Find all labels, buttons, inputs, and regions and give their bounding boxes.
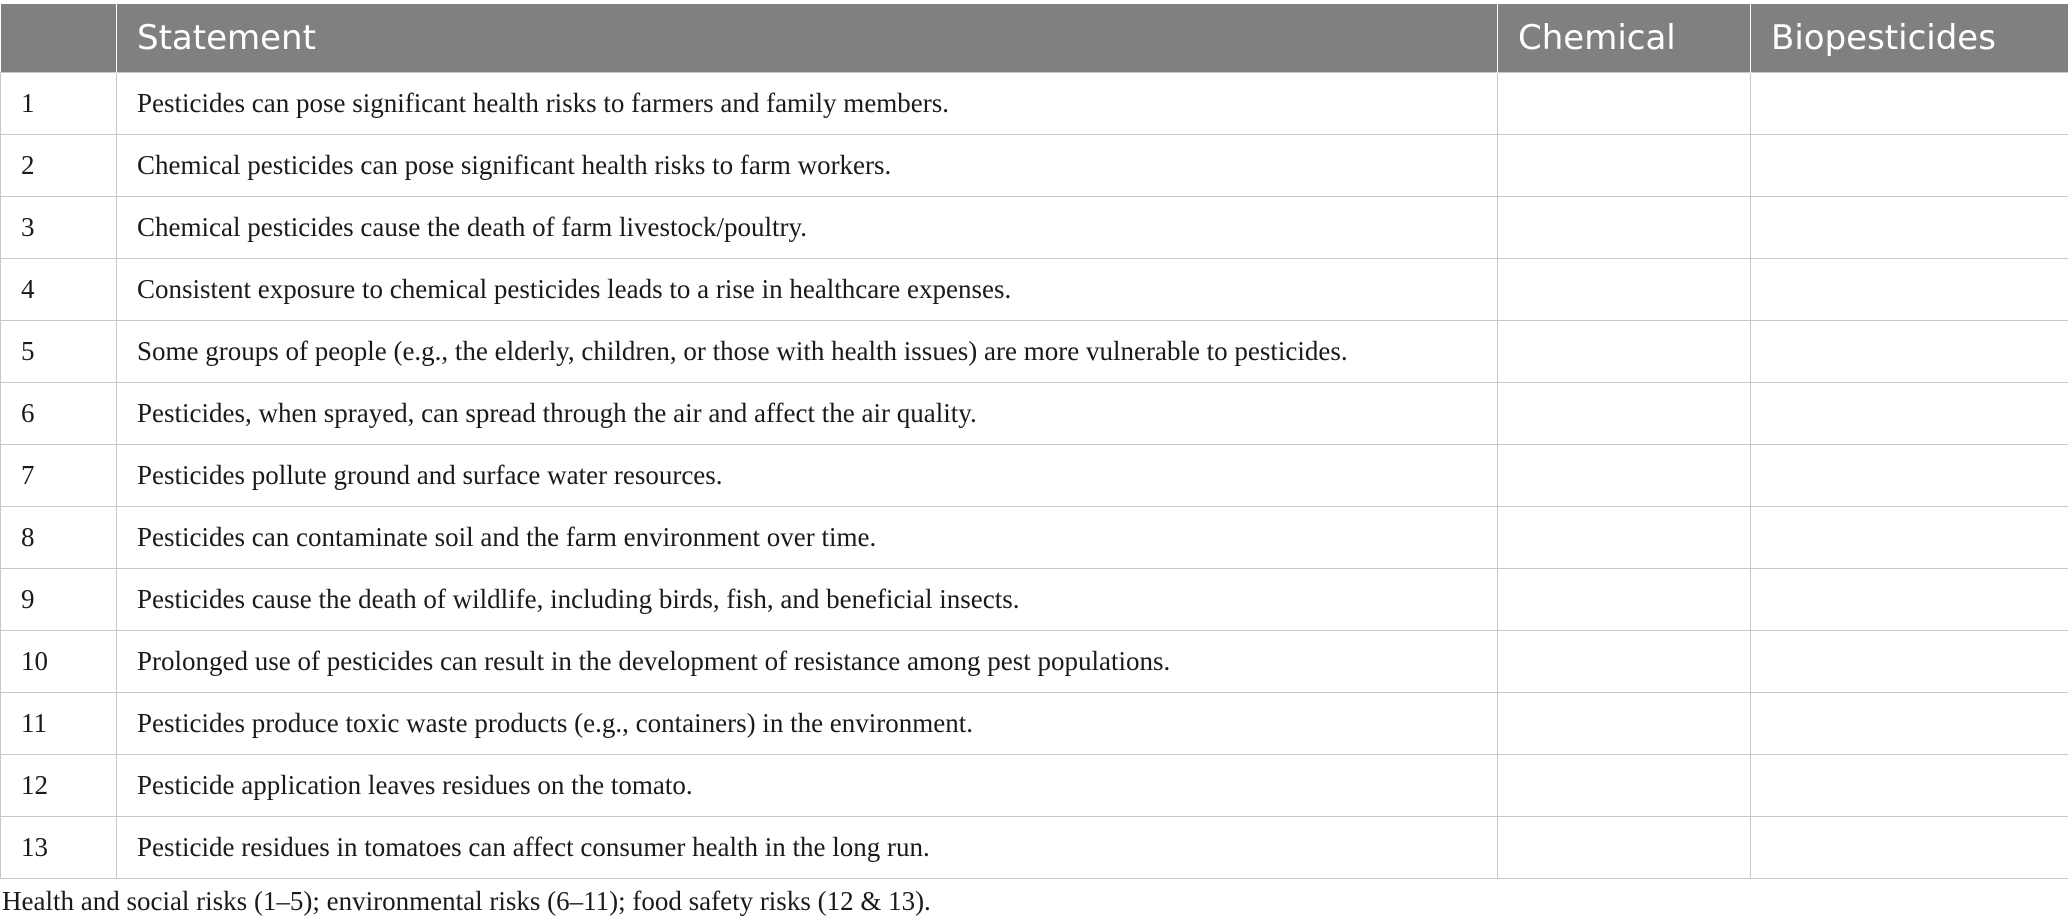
chemical-cell — [1498, 693, 1751, 755]
header-biopesticides: Biopesticides — [1751, 4, 2068, 73]
row-number-cell: 13 — [1, 817, 117, 879]
table-row — [1, 507, 2068, 569]
row-number-cell: 6 — [1, 383, 117, 445]
statement-cell: Prolonged use of pesticides can result in the development of resistance among pest populations. — [117, 631, 1498, 693]
statement-cell: Some groups of people (e.g., the elderly, children, or those with health issues) are more vulnerable to pesticides. — [117, 321, 1498, 383]
biopesticides-cell — [1751, 569, 2068, 631]
statement-cell: Pesticide residues in tomatoes can affect consumer health in the long run. — [117, 817, 1498, 879]
statement-cell: Chemical pesticides cause the death of farm livestock/poultry. — [117, 197, 1498, 259]
statement-cell: Pesticides can contaminate soil and the farm environment over time. — [117, 507, 1498, 569]
chemical-cell — [1498, 321, 1751, 383]
biopesticides-cell — [1751, 693, 2068, 755]
header-chemical: Chemical — [1498, 4, 1751, 73]
chemical-cell — [1498, 197, 1751, 259]
table-row — [1, 259, 2068, 321]
chemical-cell — [1498, 259, 1751, 321]
table-body — [1, 73, 2068, 879]
chemical-cell — [1498, 817, 1751, 879]
table-row — [1, 73, 2068, 135]
table-row — [1, 693, 2068, 755]
chemical-cell — [1498, 631, 1751, 693]
chemical-cell — [1498, 755, 1751, 817]
table-row — [1, 135, 2068, 197]
chemical-cell — [1498, 73, 1751, 135]
table-row — [1, 321, 2068, 383]
biopesticides-cell — [1751, 197, 2068, 259]
statement-cell: Pesticides can pose significant health risks to farmers and family members. — [117, 73, 1498, 135]
biopesticides-cell — [1751, 383, 2068, 445]
row-number-cell: 1 — [1, 73, 117, 135]
biopesticides-cell — [1751, 73, 2068, 135]
row-number-cell: 11 — [1, 693, 117, 755]
chemical-cell — [1498, 569, 1751, 631]
row-number-cell: 4 — [1, 259, 117, 321]
table-row — [1, 383, 2068, 445]
header-row — [1, 4, 2068, 73]
biopesticides-cell — [1751, 817, 2068, 879]
row-number-cell: 7 — [1, 445, 117, 507]
table-row — [1, 631, 2068, 693]
biopesticides-cell — [1751, 321, 2068, 383]
statement-cell: Chemical pesticides can pose significant health risks to farm workers. — [117, 135, 1498, 197]
row-number-cell: 9 — [1, 569, 117, 631]
biopesticides-cell — [1751, 259, 2068, 321]
statement-cell: Pesticides, when sprayed, can spread through the air and affect the air quality. — [117, 383, 1498, 445]
statement-cell: Pesticides pollute ground and surface water resources. — [117, 445, 1498, 507]
chemical-cell — [1498, 445, 1751, 507]
biopesticides-cell — [1751, 631, 2068, 693]
biopesticides-cell — [1751, 135, 2068, 197]
header-statement: Statement — [117, 4, 1498, 73]
table-row — [1, 445, 2068, 507]
statement-cell: Consistent exposure to chemical pesticides leads to a rise in healthcare expenses. — [117, 259, 1498, 321]
statement-cell: Pesticides cause the death of wildlife, including birds, fish, and beneficial insects. — [117, 569, 1498, 631]
table-footnote: Health and social risks (1–5); environmental risks (6–11); food safety risks (12 & 13). — [2, 886, 931, 916]
table-row — [1, 817, 2068, 879]
table-row — [1, 197, 2068, 259]
table-row — [1, 755, 2068, 817]
chemical-cell — [1498, 135, 1751, 197]
header-number — [1, 4, 117, 73]
chemical-cell — [1498, 383, 1751, 445]
row-number-cell: 10 — [1, 631, 117, 693]
table-row — [1, 569, 2068, 631]
biopesticides-cell — [1751, 445, 2068, 507]
statement-table — [0, 4, 2068, 879]
statement-cell: Pesticide application leaves residues on the tomato. — [117, 755, 1498, 817]
biopesticides-cell — [1751, 507, 2068, 569]
row-number-cell: 2 — [1, 135, 117, 197]
row-number-cell: 12 — [1, 755, 117, 817]
row-number-cell: 5 — [1, 321, 117, 383]
row-number-cell: 8 — [1, 507, 117, 569]
row-number-cell: 3 — [1, 197, 117, 259]
chemical-cell — [1498, 507, 1751, 569]
biopesticides-cell — [1751, 755, 2068, 817]
statement-cell: Pesticides produce toxic waste products (e.g., containers) in the environment. — [117, 693, 1498, 755]
